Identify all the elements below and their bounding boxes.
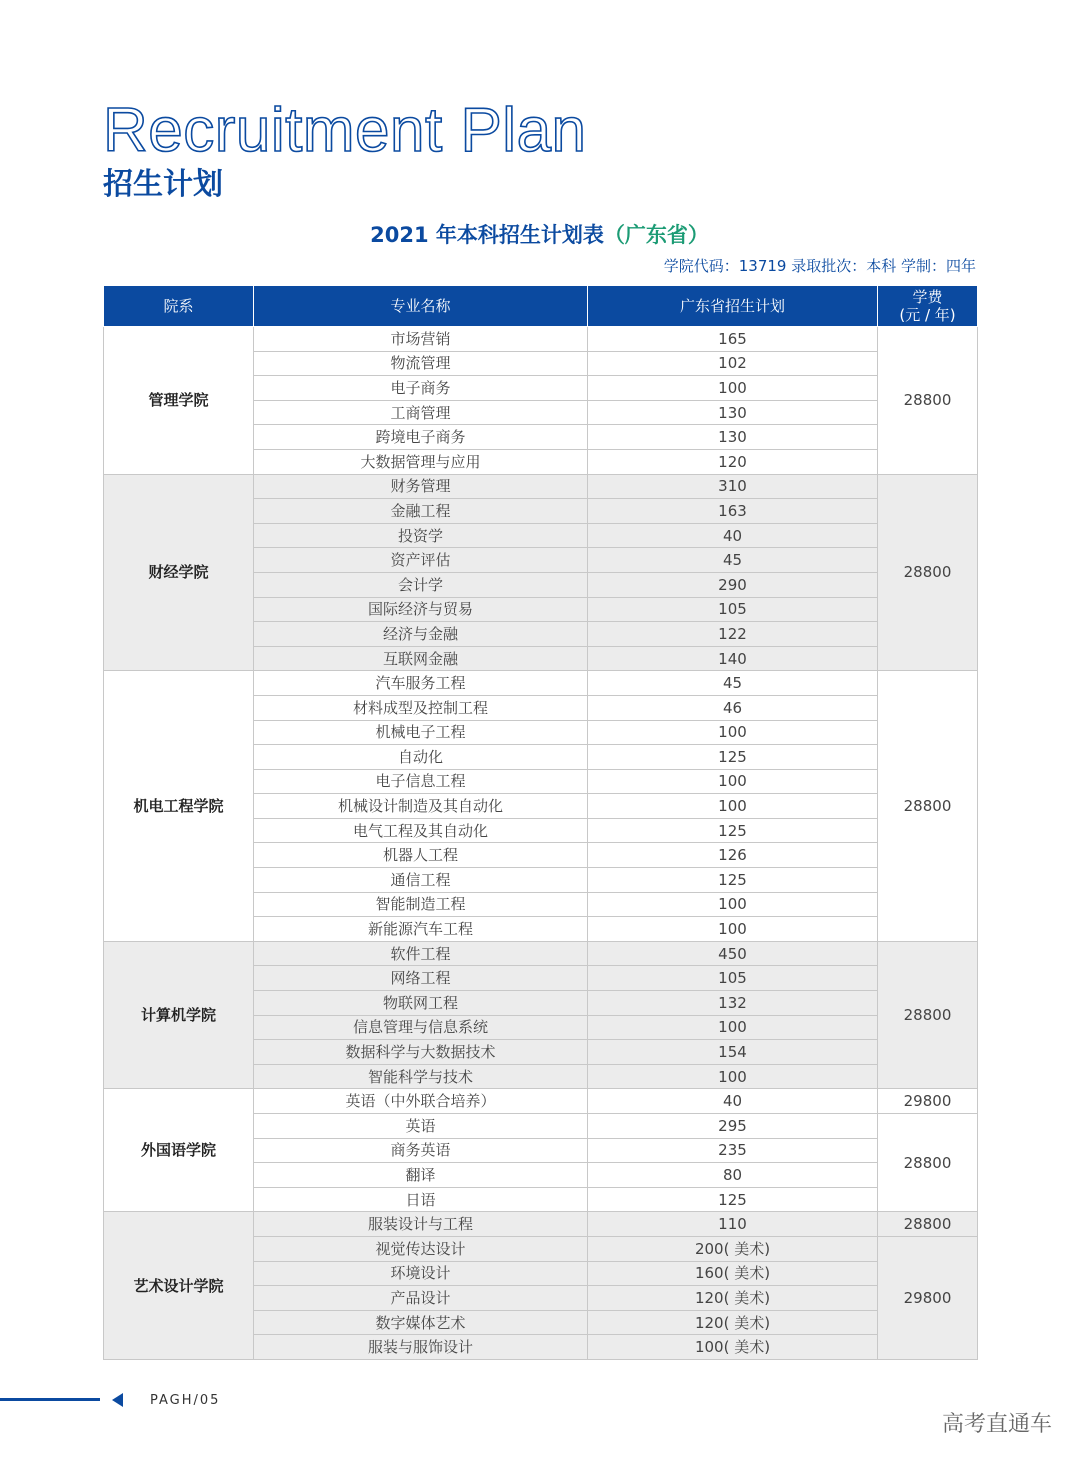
chinese-title: 招生计划 [103,167,223,202]
major-name-cell: 电气工程及其自动化 [254,818,588,843]
plan-count-cell: 120( 美术) [588,1310,878,1335]
plan-count-cell: 100 [588,917,878,942]
major-name-cell: 经济与金融 [254,622,588,647]
enrollment-plan-table [103,285,978,1360]
plan-count-cell: 125 [588,745,878,770]
department-cell: 外国语学院 [104,1089,254,1212]
plan-count-cell: 100 [588,376,878,401]
major-name-cell: 网络工程 [254,966,588,991]
plan-count-cell: 100( 美术) [588,1335,878,1360]
plan-count-cell: 290 [588,572,878,597]
major-name-cell: 视觉传达设计 [254,1236,588,1261]
plan-count-cell: 130 [588,425,878,450]
page-number: PAGH/05 [150,1393,221,1408]
plan-count-cell: 46 [588,695,878,720]
major-name-cell: 自动化 [254,745,588,770]
major-name-cell: 环境设计 [254,1261,588,1286]
tuition-fee-cell: 28800 [878,941,978,1089]
department-cell: 财经学院 [104,474,254,671]
major-name-cell: 大数据管理与应用 [254,449,588,474]
plan-count-cell: 100 [588,720,878,745]
plan-count-cell: 110 [588,1212,878,1237]
major-name-cell: 商务英语 [254,1138,588,1163]
plan-count-cell: 105 [588,597,878,622]
plan-count-cell: 126 [588,843,878,868]
major-name-cell: 电子商务 [254,376,588,401]
major-name-cell: 服装与服饰设计 [254,1335,588,1360]
table-title-main: 2021 年本科招生计划表 [370,223,604,247]
major-name-cell: 智能制造工程 [254,892,588,917]
table-row [104,474,978,499]
major-name-cell: 材料成型及控制工程 [254,695,588,720]
plan-count-cell: 40 [588,1089,878,1114]
plan-count-cell: 160( 美术) [588,1261,878,1286]
plan-count-cell: 310 [588,474,878,499]
plan-count-cell: 105 [588,966,878,991]
major-name-cell: 信息管理与信息系统 [254,1015,588,1040]
major-name-cell: 电子信息工程 [254,769,588,794]
plan-count-cell: 100 [588,794,878,819]
english-title: Recruitment Plan [103,96,587,165]
major-name-cell: 市场营销 [254,327,588,352]
plan-count-cell: 235 [588,1138,878,1163]
major-name-cell: 新能源汽车工程 [254,917,588,942]
plan-count-cell: 40 [588,523,878,548]
major-name-cell: 智能科学与技术 [254,1064,588,1089]
major-name-cell: 财务管理 [254,474,588,499]
department-cell: 机电工程学院 [104,671,254,942]
plan-count-cell: 450 [588,941,878,966]
plan-count-cell: 163 [588,499,878,524]
plan-count-cell: 45 [588,671,878,696]
plan-count-cell: 100 [588,1015,878,1040]
major-name-cell: 数据科学与大数据技术 [254,1040,588,1065]
plan-count-cell: 125 [588,1187,878,1212]
major-name-cell: 英语 [254,1114,588,1139]
major-name-cell: 互联网金融 [254,646,588,671]
tuition-fee-cell: 28800 [878,671,978,942]
tuition-fee-cell: 28800 [878,1212,978,1237]
plan-count-cell: 80 [588,1163,878,1188]
major-name-cell: 翻译 [254,1163,588,1188]
triangle-left-icon [112,1393,123,1407]
plan-count-cell: 100 [588,892,878,917]
table-row [104,671,978,696]
major-name-cell: 日语 [254,1187,588,1212]
tuition-fee-cell: 29800 [878,1236,978,1359]
plan-count-cell: 140 [588,646,878,671]
major-name-cell: 服装设计与工程 [254,1212,588,1237]
plan-count-cell: 295 [588,1114,878,1139]
plan-count-cell: 125 [588,818,878,843]
table-title-province: （广东省） [603,223,709,247]
tuition-fee-cell: 28800 [878,474,978,671]
table-body [104,327,978,1360]
plan-count-cell: 100 [588,769,878,794]
major-name-cell: 数字媒体艺术 [254,1310,588,1335]
major-name-cell: 机械电子工程 [254,720,588,745]
major-name-cell: 英语（中外联合培养） [254,1089,588,1114]
major-name-cell: 国际经济与贸易 [254,597,588,622]
column-header-department: 院系 [104,286,254,327]
major-name-cell: 资产评估 [254,548,588,573]
department-cell: 艺术设计学院 [104,1212,254,1360]
plan-count-cell: 100 [588,1064,878,1089]
table-header-row [104,286,978,327]
plan-count-cell: 102 [588,351,878,376]
major-name-cell: 通信工程 [254,868,588,893]
college-meta-line: 学院代码：13719 录取批次：本科 学制：四年 [663,257,976,275]
tuition-fee-cell: 28800 [878,327,978,475]
major-name-cell: 物流管理 [254,351,588,376]
table-row [104,1212,978,1237]
plan-count-cell: 122 [588,622,878,647]
plan-count-cell: 132 [588,991,878,1016]
plan-count-cell: 120( 美术) [588,1286,878,1311]
major-name-cell: 投资学 [254,523,588,548]
major-name-cell: 机器人工程 [254,843,588,868]
footer-rule [0,1398,100,1401]
table-row [104,327,978,352]
major-name-cell: 工商管理 [254,400,588,425]
department-cell: 管理学院 [104,327,254,475]
major-name-cell: 机械设计制造及其自动化 [254,794,588,819]
column-header-plan: 广东省招生计划 [588,286,878,327]
column-header-major: 专业名称 [254,286,588,327]
major-name-cell: 产品设计 [254,1286,588,1311]
tuition-fee-cell: 28800 [878,1114,978,1212]
table-title [103,220,976,250]
column-header-fee: 学费 (元 / 年) [878,286,978,327]
plan-count-cell: 125 [588,868,878,893]
major-name-cell: 软件工程 [254,941,588,966]
major-name-cell: 汽车服务工程 [254,671,588,696]
plan-count-cell: 120 [588,449,878,474]
major-name-cell: 会计学 [254,572,588,597]
plan-count-cell: 200( 美术) [588,1236,878,1261]
plan-count-cell: 45 [588,548,878,573]
major-name-cell: 跨境电子商务 [254,425,588,450]
plan-count-cell: 165 [588,327,878,352]
plan-count-cell: 130 [588,400,878,425]
major-name-cell: 物联网工程 [254,991,588,1016]
tuition-fee-cell: 29800 [878,1089,978,1114]
department-cell: 计算机学院 [104,941,254,1089]
watermark: 高考直通车 [941,1412,1052,1437]
table-row [104,941,978,966]
major-name-cell: 金融工程 [254,499,588,524]
table-row [104,1089,978,1114]
plan-count-cell: 154 [588,1040,878,1065]
